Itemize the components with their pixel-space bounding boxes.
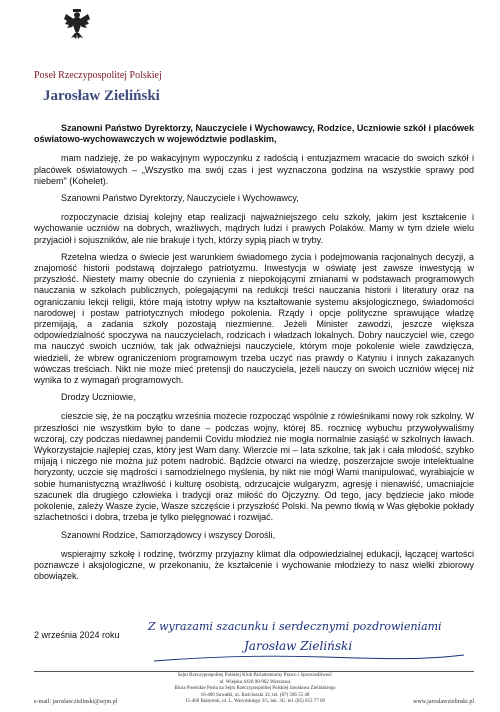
letter-body [34, 123, 474, 588]
footer-line: 16-400 Suwałki, ul. Kościuszki 32, tel. (87) 566 55 48 [200, 692, 310, 698]
letter-paragraph: cieszcie się, że na początku września możecie rozpocząć wspólnie z rówieśnikami nowy rok szkolny. W przeszłości nie wszystkim było to dane – podczas wojny, której 85. rocznicę wybuchu przywoływaliśmy wczoraj, czy podczas niedawnej pandemii Covidu młodzież nie mogła normalnie zasiąść w szkolnych ławach. Wykorzystajcie najlepiej czas, który jest Wam dany. Wierzcie mi – lata szkolne, tak jak i cała młodość, szybko mijają i niczego nie można już potem nadrobić. Bądźcie otwarci na wiedzę, poszerzajcie swoje intelektualne horyzonty, uczcie się mądrości i samodzielnego myślenia, by nikt nie mógł Wami manipulować, wyrabiajcie w sobie humanistyczną wrażliwość i kulturę osobistą, odrzucajcie wulgaryzm, agresję i nienawiść, umacniajcie szacunek dla drugiego człowieka i tradycji oraz miłość do Ojczyzny. Od tego, jacy będziecie jako młode pokolenie, zależy Wasze życie, Wasze szczęście i przyszłość Polski. Na pewno tkwią w Was głębokie pokłady szlachetności i dobra, trzeba je tylko pielęgnować i rozwijać. [34, 411, 474, 523]
footer-line: Sejm Rzeczypospolitej Polskiej Klub Parlamentarny Prawo i Sprawiedliwość [177, 673, 333, 678]
handwritten-signature: Jarosław Zieliński [244, 639, 353, 653]
letter-salutation: Szanowni Państwo Dyrektorzy, Nauczyciele i Wychowawcy, [61, 193, 299, 204]
handwritten-closing: Z wyrazami szacunku i serdecznymi pozdrowieniami [148, 620, 442, 633]
letterhead-organization: Poseł Rzeczypospolitej Polskiej [34, 70, 162, 81]
letter-salutation: Szanowni Rodzice, Samorządowcy i wszyscy Dorośli, [61, 529, 276, 540]
footer-website[interactable]: www.jaroslawzielinski.pl [413, 699, 474, 705]
signature-block [34, 620, 474, 667]
letter-date: 2 września 2024 roku [34, 630, 120, 640]
footer-address [120, 673, 390, 706]
letter-paragraph: rozpoczynacie dzisiaj kolejny etap realizacji najważniejszego celu szkoły, jakim jest kształcenie i wychowanie uczniów na dobrych, wrażliwych, mądrych ludzi i prawych Polaków. Mamy w tym dziele wielu przyjaciół i sojuszników, ale nie brakuje i tych, którzy sypią piach w tryby. [34, 212, 474, 245]
letter-heading: Szanowni Państwo Dyrektorzy, Nauczyciele i Wychowawcy, Rodzice, Uczniowie szkół i placówek oświatowo-wychowawczych w województwie podlaskim, [34, 123, 474, 145]
letter-paragraph: mam nadzieję, że po wakacyjnym wypoczynku z radością i entuzjazmem wracacie do swoich szkół i placówek oświatowych – „Wszystko ma swój czas i jest wyznaczona godzina na wszystkie sprawy pod niebem" (Kohelet). [34, 153, 474, 186]
letter-salutation: Drodzy Uczniowie, [61, 392, 136, 403]
footer-email[interactable]: e-mail: jaroslaw.zielinski@sejm.pl [34, 699, 118, 705]
footer-line: ul. Wiejska 4/6/8 00-902 Warszawa [219, 679, 291, 685]
letterhead-name: Jarosław Zieliński [43, 88, 160, 104]
footer-line: 15-460 Białystok, ul. L. Waryńskiego 3/5, lok. 3U, tel. (85) 653 77 69 [185, 699, 325, 705]
footer-divider [34, 671, 474, 672]
polish-eagle-icon [64, 9, 90, 39]
letter-paragraph: wspierajmy szkołę i rodzinę, twórzmy przyjazny klimat dla odpowiedzialnej edukacji, łączącej wartości poznawcze i aksjologiczne, w przekonaniu, że kształcenie i wychowanie młodzieży to nasz wielki zbiorowy obowiązek. [34, 548, 474, 582]
letter-paragraph: Rzetelna wiedza o świecie jest warunkiem świadomego życia i podejmowania racjonalnych decyzji, a znajomość historii podstawą dojrzałego patriotyzmu. Inwestycja w oświatę jest zawsze inwestycją w przyszłość. Niestety mamy obecnie do czynienia z niepokojącymi zmianami w podstawach programowych nauczania w szkołach publicznych, polegającymi na redukcji treści nauczania historii i literatury oraz na ograniczaniu lekcji religii, które mają istotny wpływ na kształtowanie systemu aksjologicznego, świadomości narodowej i postaw patriotycznych młodego pokolenia. Rządy i opcje polityczne sprawujące władzę przemijają, a zadania szkoły pozostają niezmienne. Jeżeli Minister zawodzi, jeszcze większa odpowiedzialność spoczywa na nauczycielach, rodzicach i władzach lokalnych. Dobry nauczyciel wie, czego ma nauczyć swoich uczniów, tak jak odważniejsi nauczyciele, którym moje pokolenie wiele zawdzięcza, wiedzieli, że wbrew ograniczeniom programowym trzeba uczyć nas prawdy o Katyniu i innych zakazanych wówczas treściach. Nikt nie może mieć pretensji do nauczyciela, jeżeli nauczy on swoich uczniów więcej niż wynika to z wymagań programowych. [34, 251, 474, 386]
footer-line: Biura Poselskie Posła na Sejm Rzeczypospolitej Polskiej Jarosława Zielińskiego [174, 686, 336, 692]
